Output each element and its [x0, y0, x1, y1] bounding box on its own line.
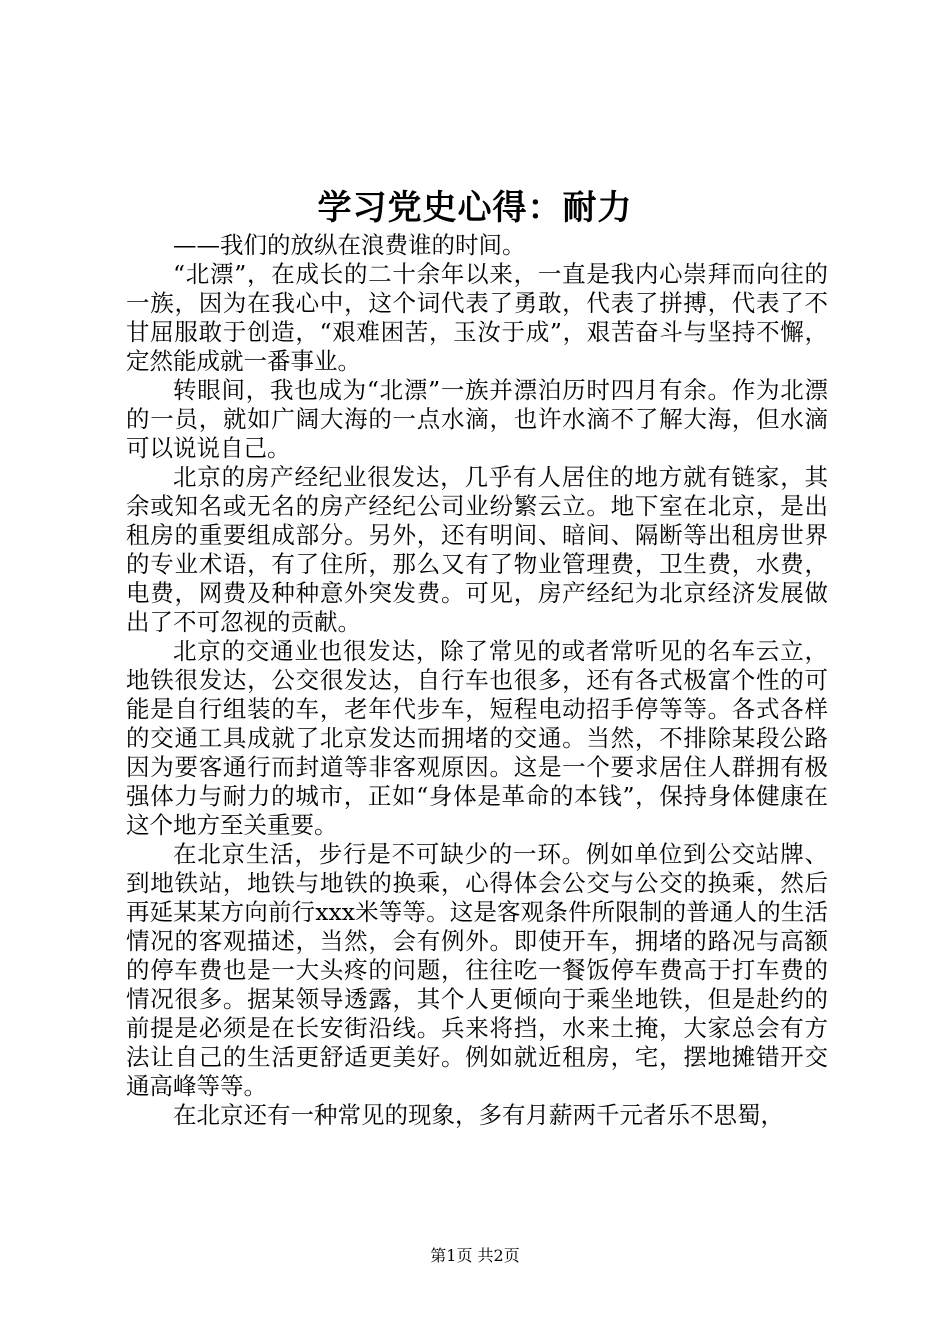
body-paragraph: 北京的交通业也很发达，除了常见的或者常听见的名车云立，地铁很发达，公交很发达，自行车也很多，还有各式极富个性的可能是自行组装的车，老年代步车，短程电动招手停等等。各式各样的交通工具成就了北京发达而拥堵的交通。当然，不排除某段公路因为要客通行而封道等非客观原因。这是一个要求居住人群拥有极强体力与耐力的城市，正如“身体是革命的本钱”，保持身体健康在这个地方至关重要。 [126, 637, 828, 839]
document-body [126, 231, 828, 1130]
body-paragraph: “北漂”，在成长的二十余年以来，一直是我内心崇拜而向往的一族，因为在我心中，这个词代表了勇敢，代表了拼搏，代表了不甘屈服敢于创造，“艰难困苦，玉汝于成”，艰苦奋斗与坚持不懈，定然能成就一番事业。 [126, 260, 828, 375]
subtitle-paragraph: ——我们的放纵在浪费谁的时间。 [173, 231, 526, 259]
body-paragraph: 在北京还有一种常见的现象，多有月薪两千元者乐不思蜀， [173, 1101, 784, 1129]
body-paragraph: 转眼间，我也成为“北漂”一族并漂泊历时四月有余。作为北漂的一员，就如广阔大海的一点水滴，也许水滴不了解大海，但水滴可以说说自己。 [126, 376, 828, 462]
page-number-footer: 第1页 共2页 [430, 1246, 520, 1265]
document-title: 学习党史心得：耐力 [317, 188, 633, 228]
body-paragraph: 在北京生活，步行是不可缺少的一环。例如单位到公交站牌、到地铁站，地铁与地铁的换乘，心得体会公交与公交的换乘，然后再延某某方向前行xxx米等等。这是客观条件所限制的普通人的生活情况的客观描述，当然，会有例外。即使开车，拥堵的路况与高额的停车费也是一大头疼的问题，往往吃一餐饭停车费高于打车费的情况很多。据某领导透露，其个人更倾向于乘坐地铁，但是赴约的前提是必须是在长安街沿线。兵来将挡，水来土掩，大家总会有方法让自己的生活更舒适更美好。例如就近租房，宅，摆地摊错开交通高峰等等。 [126, 840, 828, 1100]
body-paragraph: 北京的房产经纪业很发达，几乎有人居住的地方就有链家，其余或知名或无名的房产经纪公司业纷繁云立。地下室在北京，是出租房的重要组成部分。另外，还有明间、暗间、隔断等出租房世界的专业术语，有了住所，那么又有了物业管理费，卫生费，水费，电费，网费及种种意外突发费。可见，房产经纪为北京经济发展做出了不可忽视的贡献。 [126, 463, 828, 636]
